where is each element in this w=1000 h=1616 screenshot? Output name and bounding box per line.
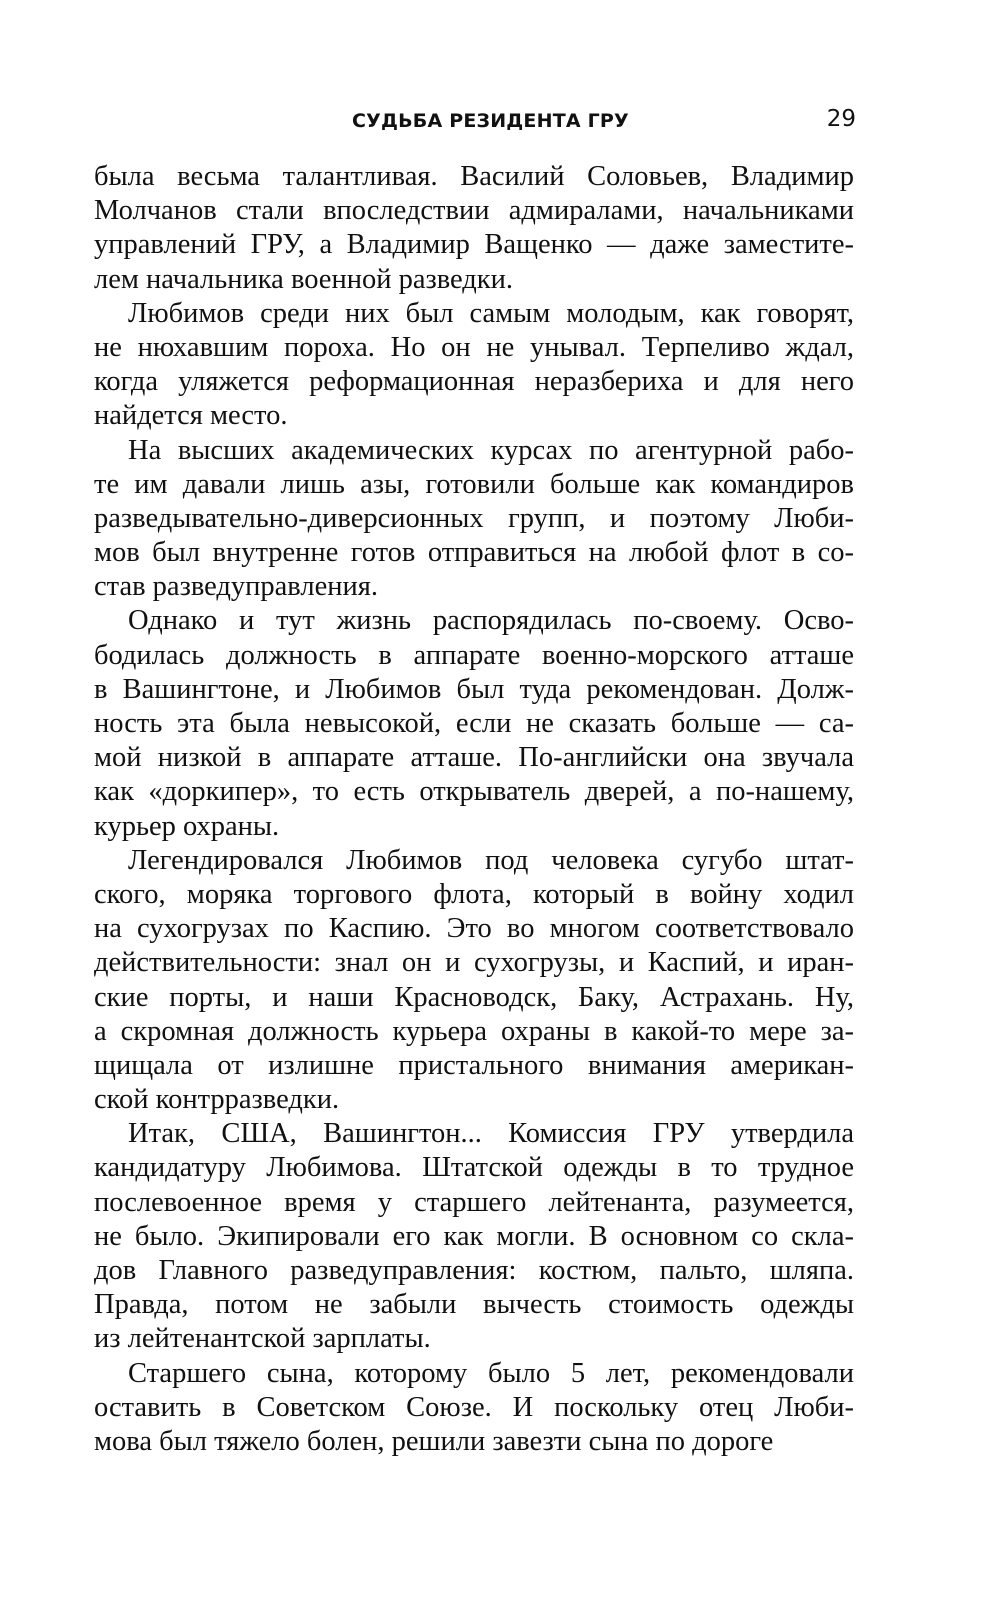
- text-line: Молчанов стали впоследствии адмиралами, начальниками: [94, 195, 854, 227]
- text-line: а скромная должность курьера охраны в какой-то мере за-: [94, 1015, 854, 1047]
- text-line: Правда, потом не забыли вычесть стоимость одежды: [94, 1289, 854, 1321]
- text-line: бодилась должность в аппарате военно-морского атташе: [94, 639, 854, 671]
- text-line: ность эта была невысокой, если не сказать больше — са-: [94, 708, 854, 739]
- paragraph: [94, 297, 854, 434]
- text-line: разведывательно-диверсионных групп, и поэтому Люби-: [94, 502, 854, 534]
- text-line: управлений ГРУ, а Владимир Ващенко — даже заместите-: [94, 229, 854, 261]
- paragraph: [94, 1117, 854, 1356]
- text-line: оставить в Советском Союзе. И поскольку отец Люби-: [94, 1391, 854, 1423]
- running-title: СУДЬБА РЕЗИДЕНТА ГРУ: [352, 110, 629, 132]
- text-line: щищала от излишне пристального внимания американ-: [94, 1049, 854, 1081]
- text-line: на сухогрузах по Каспию. Это во многом соответствовало: [94, 913, 854, 945]
- paragraph: [94, 604, 854, 843]
- text-line: найдется место.: [94, 400, 288, 432]
- text-line: став разведуправления.: [94, 571, 378, 603]
- text-line: дов Главного разведуправления: костюм, пальто, шляпа.: [94, 1255, 854, 1286]
- text-line: в Вашингтоне, и Любимов был туда рекомендован. Долж-: [94, 673, 854, 705]
- page-number: 29: [826, 106, 856, 132]
- text-line: когда уляжется реформационная неразбериха и для него: [94, 366, 854, 398]
- text-line: кандидатуру Любимова. Штатской одежды в то трудное: [94, 1152, 854, 1184]
- paragraph: [94, 844, 854, 1118]
- text-line: послевоенное время у старшего лейтенанта, разумеется,: [94, 1186, 854, 1218]
- text-line: Старшего сына, которому было 5 лет, рекомендовали: [128, 1357, 854, 1389]
- text-line: Любимов среди них был самым молодым, как говорят,: [128, 297, 854, 329]
- text-line: На высших академических курсах по агентурной рабо-: [128, 434, 854, 466]
- text-line: ского, моряка торгового флота, который в войну ходил: [94, 878, 854, 910]
- text-line: лем начальника военной разведки.: [94, 263, 514, 295]
- text-line: те им давали лишь азы, готовили больше как командиров: [94, 468, 854, 500]
- text-line: ские порты, и наши Красноводск, Баку, Астрахань. Ну,: [94, 981, 854, 1013]
- text-line: курьер охраны.: [94, 810, 280, 842]
- text-line: мов был внутренне готов отправиться на любой флот в со-: [94, 537, 854, 569]
- text-line: не нюхавшим пороха. Но он не унывал. Терпеливо ждал,: [94, 331, 854, 363]
- text-line: из лейтенантской зарплаты.: [94, 1323, 431, 1355]
- paragraph: [94, 1357, 854, 1460]
- text-line: как «доркипер», то есть открыватель дверей, а по-нашему,: [94, 776, 854, 808]
- text-line: Однако и тут жизнь распорядилась по-своему. Осво-: [128, 605, 854, 637]
- text-line: мова был тяжело болен, решили завезти сына по дороге: [94, 1425, 774, 1457]
- body-text: [94, 160, 854, 1459]
- text-line: была весьма талантливая. Василий Соловьев, Владимир: [94, 161, 854, 192]
- text-line: мой низкой в аппарате атташе. По-английски она звучала: [94, 742, 854, 774]
- text-line: действительности: знал он и сухогрузы, и Каспий, и иран-: [94, 947, 854, 979]
- text-line: не было. Экипировали его как могли. В основном со скла-: [94, 1220, 854, 1252]
- text-line: ской контрразведки.: [94, 1084, 340, 1116]
- text-line: Итак, США, Вашингтон... Комиссия ГРУ утвердила: [128, 1118, 854, 1150]
- paragraph: [94, 434, 854, 605]
- paragraph: [94, 160, 854, 297]
- text-line: Легендировался Любимов под человека сугубо штат-: [128, 844, 854, 876]
